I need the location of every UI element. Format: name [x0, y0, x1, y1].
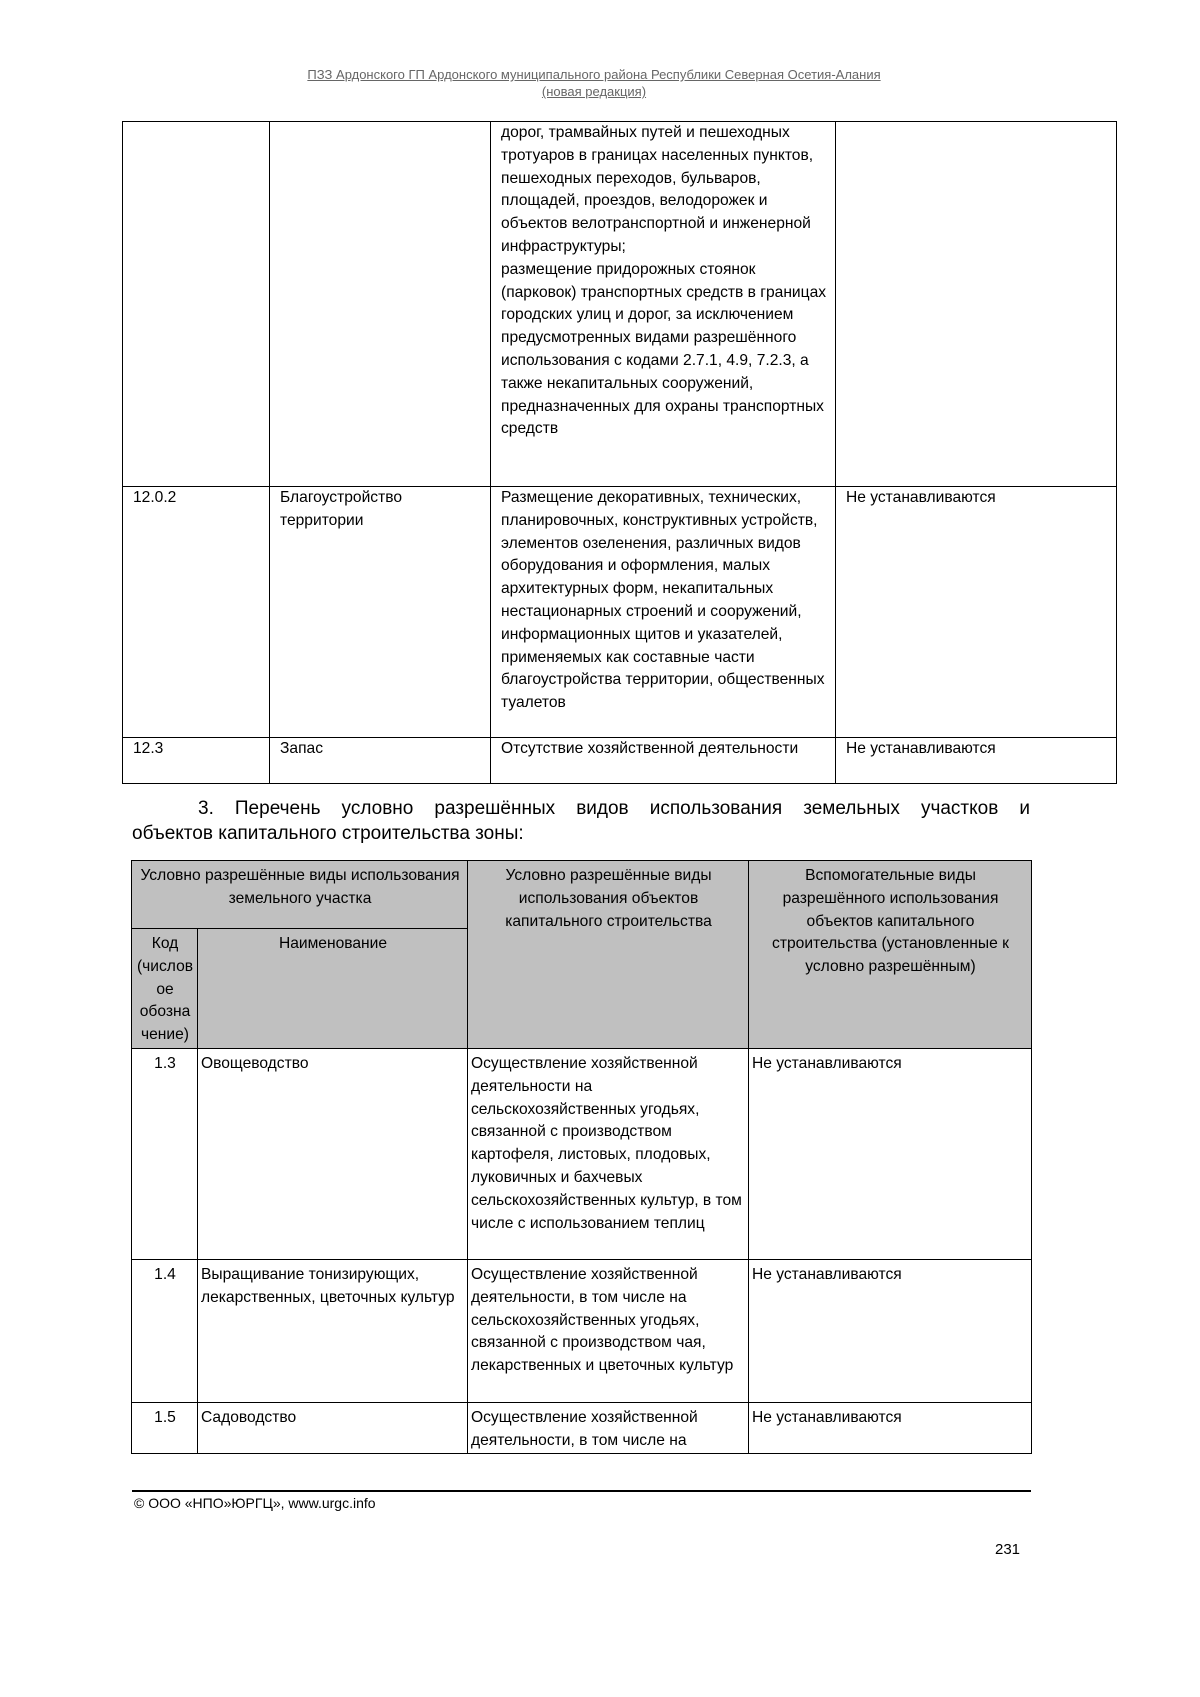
- cell-name: Благоустройство территории: [270, 487, 491, 738]
- cell-name: [270, 122, 491, 487]
- cell-aux: Не устанавливаются: [749, 1403, 1032, 1454]
- cell-code: 12.3: [123, 738, 270, 784]
- header-objects: Условно разрешённые виды использования объектов капитального строительства: [468, 861, 749, 1049]
- document-header: [0, 66, 1188, 100]
- table-row: [123, 487, 1117, 738]
- header-line-2: (новая редакция): [541, 84, 647, 99]
- cell-code: [123, 122, 270, 487]
- footer-divider: [132, 1490, 1031, 1492]
- cell-code: 1.5: [132, 1403, 198, 1454]
- cell-code: 1.4: [132, 1260, 198, 1403]
- section-heading-line-2: объектов капитального строительства зоны:: [132, 823, 524, 844]
- header-line-1: ПЗЗ Ардонского ГП Ардонского муниципального района Республики Северная Осетия-Алания: [307, 67, 881, 82]
- cell-code: 12.0.2: [123, 487, 270, 738]
- cell-description: Осуществление хозяйственной деятельности, в том числе на: [468, 1403, 749, 1454]
- table-row: [123, 738, 1117, 784]
- cell-aux: Не устанавливаются: [749, 1260, 1032, 1403]
- table-row: [123, 122, 1117, 487]
- conditional-uses-table: [131, 860, 1032, 1454]
- table-row: [132, 1260, 1032, 1403]
- cell-code: 1.3: [132, 1049, 198, 1260]
- cell-name: Овощеводство: [198, 1049, 468, 1260]
- cell-params: Не устанавливаются: [836, 487, 1117, 738]
- section-heading-line-1: 3. Перечень условно разрешённых видов использования земельных участков и: [198, 798, 1030, 819]
- table-row: [132, 1403, 1032, 1454]
- header-name: Наименование: [198, 929, 468, 1049]
- section-heading: [132, 796, 1030, 846]
- table-header-row: [132, 861, 1032, 929]
- cell-name: Садоводство: [198, 1403, 468, 1454]
- cell-params: Не устанавливаются: [836, 738, 1117, 784]
- cell-description: Отсутствие хозяйственной деятельности: [491, 738, 836, 784]
- cell-params: [836, 122, 1117, 487]
- cell-description: Осуществление хозяйственной деятельности, в том числе на сельскохозяйственных угодьях, связанной с производством чая, лекарственных и цветочных культур: [468, 1260, 749, 1403]
- footer-copyright: © ООО «НПО»ЮРГЦ», www.urgc.info: [134, 1495, 376, 1511]
- cell-name: Запас: [270, 738, 491, 784]
- permitted-uses-table: [122, 121, 1117, 784]
- page-number: 231: [995, 1541, 1021, 1558]
- header-land-use: Условно разрешённые виды использования земельного участка: [132, 861, 468, 929]
- cell-description: Размещение декоративных, технических, планировочных, конструктивных устройств, элементов озеленения, различных видов оборудования и оформления, малых архитектурных форм, некапитальных нестационарных строений и сооружений, информационных щитов и указателей, применяемых как составные части благоустройства территории, общественных туалетов: [491, 487, 836, 738]
- cell-name: Выращивание тонизирующих, лекарственных, цветочных культур: [198, 1260, 468, 1403]
- header-code: Код (числов ое обозна чение): [132, 929, 198, 1049]
- cell-aux: Не устанавливаются: [749, 1049, 1032, 1260]
- cell-description: Осуществление хозяйственной деятельности на сельскохозяйственных угодьях, связанной с производством картофеля, листовых, плодовых, луковичных и бахчевых сельскохозяйственных культур, в том числе с использованием теплиц: [468, 1049, 749, 1260]
- header-aux: Вспомогательные виды разрешённого использования объектов капитального строительства (установленные к условно разрешённым): [749, 861, 1032, 1049]
- cell-description: дорог, трамвайных путей и пешеходных тротуаров в границах населенных пунктов, пешеходных переходов, бульваров, площадей, проездов, велодорожек и объектов велотранспортной и инженерной инфраструктуры; размещение придорожных стоянок (парковок) транспортных средств в границах городских улиц и дорог, за исключением предусмотренных видами разрешённого использования с кодами 2.7.1, 4.9, 7.2.3, а также некапитальных сооружений, предназначенных для охраны транспортных средств: [491, 122, 836, 487]
- table-row: [132, 1049, 1032, 1260]
